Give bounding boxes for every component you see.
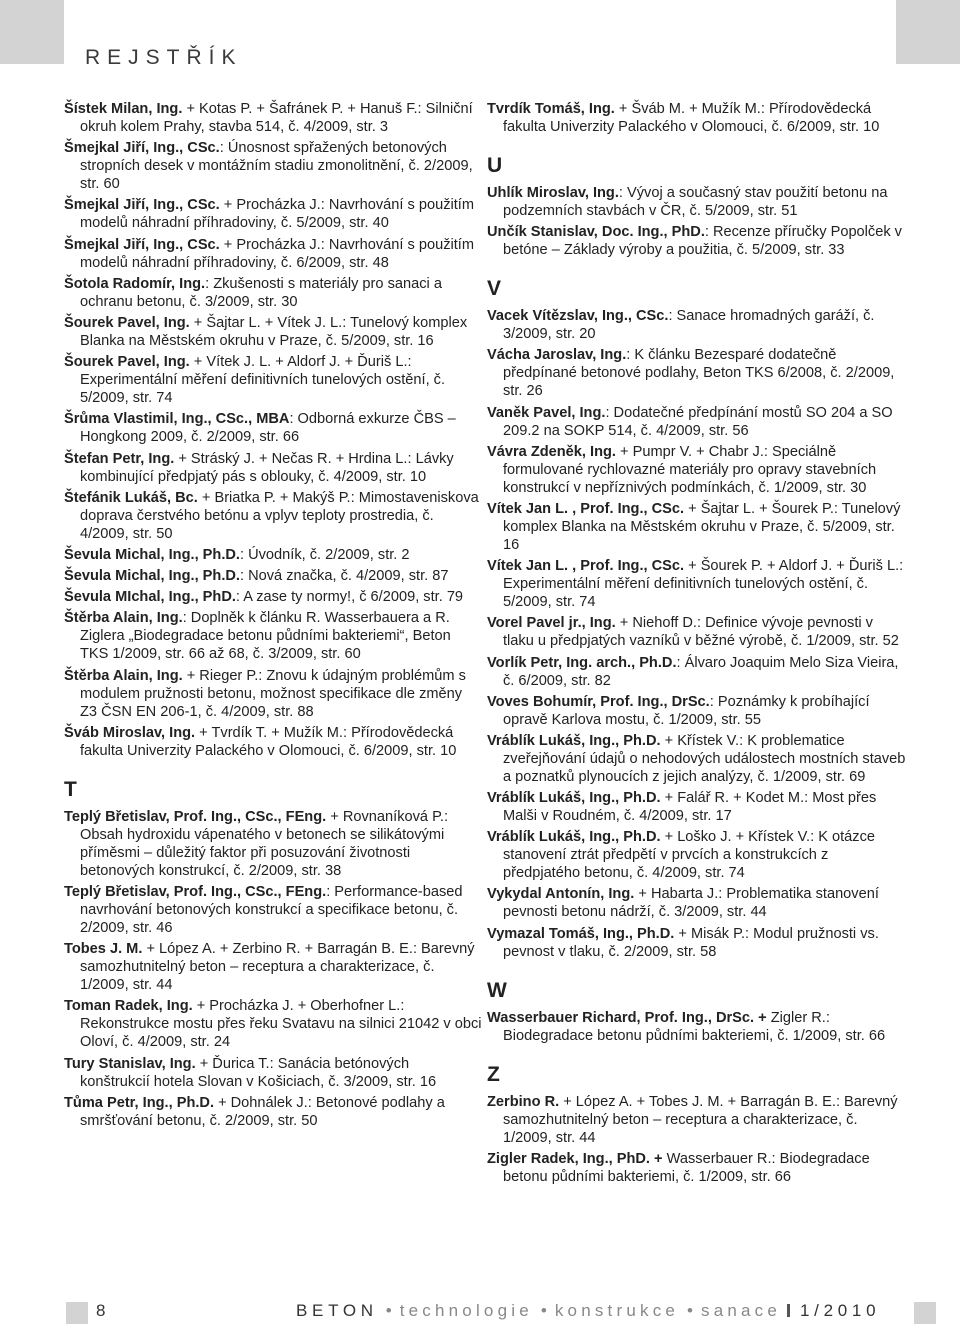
index-entry [64, 667, 482, 721]
entry-author: Teplý Břetislav, Prof. Ing., CSc., FEng. [64, 884, 327, 900]
entry-author: Tury Stanislav, Ing. [64, 1055, 196, 1072]
index-column-left [64, 100, 482, 1133]
entry-author: Štěrba Alain, Ing. [64, 610, 183, 627]
entry-author: Ševula MIchal, Ing., PhD. [64, 589, 236, 606]
footer-block-left [66, 1302, 88, 1324]
index-entry [64, 808, 482, 880]
entry-text: : Doplněk k článku R. Wasserbauera a R. Ziglera „Biodegradace betonu půdními bakteriemi“, Beton TKS 1/2009, str. 66 až 68, č. 3/2009, str. 60 [80, 610, 451, 663]
entry-author: Šmejkal Jiří, Ing., CSc. [64, 236, 220, 253]
entry-author: Vráblík Lukáš, Ing., Ph.D. [487, 732, 661, 749]
bullet-icon: • [385, 1301, 392, 1320]
index-entry [64, 236, 482, 272]
entry-text: + Habarta J.: Problematika stanovení pevnosti betonu nádrží, č. 3/2009, str. 44 [503, 886, 879, 921]
index-entry [487, 100, 907, 136]
entry-text: Zigler R.: Biodegradace betonu půdními bakteriemi, č. 1/2009, str. 66 [503, 1009, 886, 1044]
entry-text: + Briatka P. + Makýš P.: Mimostaveniskova doprava čerstvého betónu a vplyv teploty prostredia, č. 4/2009, str. 50 [80, 489, 479, 542]
index-entry [487, 404, 907, 440]
entry-text: + Niehoff D.: Definice vývoje pevnosti v tlaku u předpjatých vazníků v běžné výrobě, č. 1/2009, str. 52 [503, 615, 899, 650]
index-entry [64, 314, 482, 350]
section-letter: T [64, 777, 77, 801]
entry-text: : Vývoj a současný stav použití betonu na podzemních stavbách v ČR, č. 5/2009, str. 51 [503, 185, 888, 219]
entry-author: Šotola Radomír, Ing. [64, 275, 206, 292]
index-entry [64, 883, 482, 937]
index-entry [64, 450, 482, 486]
entry-author: Toman Radek, Ing. [64, 998, 193, 1015]
entry-text: + Šajtar L. + Vítek J. L.: Tunelový komplex Blanka na Městském okruhu v Praze, č. 5/2009, str. 16 [80, 314, 468, 349]
entry-text: : A zase ty normy!, č 6/2009, str. 79 [235, 589, 464, 606]
index-entry [487, 443, 907, 497]
entry-author: Vaněk Pavel, Ing. [487, 404, 606, 421]
entry-text: : Performance-based navrhování betonových konstrukcí a specifikace betonu, č. 2/2009, str. 46 [80, 884, 463, 936]
entry-author: Vítek Jan L. , Prof. Ing., CSc. [487, 558, 685, 575]
entry-text: + Misák P.: Modul pružnosti vs. pevnost v tlaku, č. 2/2009, str. 58 [503, 925, 879, 960]
index-entry [487, 1150, 907, 1186]
entry-author: Šmejkal Jiří, Ing., CSc. [64, 197, 220, 214]
entry-author: Šrůma Vlastimil, Ing., CSc., MBA [64, 411, 290, 428]
index-entry [64, 353, 482, 407]
entry-text: + López A. + Tobes J. M. + Barragán B. E.: Barevný samozhutnitelný beton – receptura a charakterizace, č. 1/2009, str. 44 [503, 1093, 898, 1146]
index-entry [64, 489, 482, 543]
entry-text: + Falář R. + Kodet M.: Most přes Malši v Roudném, č. 4/2009, str. 17 [503, 790, 877, 825]
entry-text: : Nová značka, č. 4/2009, str. 87 [239, 568, 449, 585]
entry-text: + Rovnaníková P.: Obsah hydroxidu vápenatého v betonech se silikátovými příměsmi – důležitý faktor při posuzování životnosti betonových konstrukcí, č. 2/2009, str. 38 [80, 808, 449, 879]
entry-text: + Procházka J.: Navrhování s použitím modelů náhradní příhradoviny, č. 6/2009, str. 48 [80, 236, 475, 271]
entry-text: + Křístek V.: K problematice zveřejňování údajů o nehodových událostech mostních staveb a poznatků plynoucích z jejich analýzy, č. 1/2009, str. 69 [503, 732, 906, 785]
bullet-icon: • [687, 1301, 693, 1320]
entry-author: Tůma Petr, Ing., Ph.D. [64, 1094, 215, 1111]
page-title: REJSTŘÍK [85, 46, 243, 69]
entry-text: : Sanace hromadných garáží, č. 3/2009, str. 20 [503, 308, 875, 343]
magazine-word-technologie: technologie [399, 1301, 533, 1320]
magazine-title [296, 1301, 880, 1321]
index-entry [487, 885, 907, 921]
page-number: 8 [96, 1301, 106, 1320]
entry-author: Vráblík Lukáš, Ing., Ph.D. [487, 829, 661, 846]
issue-number: 1/2010 [800, 1301, 881, 1320]
index-entry [64, 1055, 482, 1091]
section-letter: V [487, 277, 502, 301]
index-entry [64, 588, 482, 606]
index-entry [487, 223, 907, 259]
index-entry [64, 139, 482, 193]
index-entry [64, 567, 482, 585]
section-letter: Z [487, 1062, 500, 1086]
entry-author: Vráblík Lukáš, Ing., Ph.D. [487, 790, 661, 807]
entry-author: Wasserbauer Richard, Prof. Ing., DrSc. + [487, 1009, 767, 1026]
entry-text: + Vítek J. L. + Aldorf J. + Ďuriš L.: Experimentální měření definitivních tunelových ostění, č. 5/2009, str. 74 [80, 354, 446, 407]
entry-text: : Álvaro Joaquim Melo Siza Vieira, č. 6/2009, str. 82 [503, 654, 899, 689]
entry-author: Šourek Pavel, Ing. [64, 314, 190, 331]
entry-text: : Zkušenosti s materiály pro sanaci a ochranu betonu, č. 3/2009, str. 30 [80, 275, 442, 310]
index-entry [487, 789, 907, 825]
entry-text: + Stráský J. + Nečas R. + Hrdina L.: Lávky kombinující předpjatý pás s oblouky, č. 4/2009, str. 10 [80, 450, 454, 485]
index-entry [64, 275, 482, 311]
entry-text: : Poznámky k probíhající opravě Karlova mostu, č. 1/2009, str. 55 [503, 693, 870, 728]
entry-text: + Procházka J.: Navrhování s použitím modelů náhradní příhradoviny, č. 5/2009, str. 40 [80, 197, 475, 232]
entry-author: Šourek Pavel, Ing. [64, 354, 190, 371]
footer-block-right [914, 1302, 936, 1324]
index-entry [487, 184, 907, 220]
entry-author: Vacek Vítězslav, Ing., CSc. [487, 308, 669, 325]
entry-text: + Pumpr V. + Chabr J.: Speciálně formulované rychlovazné materiály pro opravy stavebních konstrukcí v nepříznivých podmínkách, č. 1/2009, str. 30 [503, 443, 877, 496]
entry-text: + Tvrdík T. + Mužík M.: Přírodovědecká fakulta Univerzity Palackého v Olomouci, č. 6/2009, str. 10 [80, 724, 457, 759]
entry-author: Tvrdík Tomáš, Ing. [487, 101, 615, 117]
entry-text: : Únosnost spřažených betonových stropních desek v montážním stadiu zmonolitnění, č. 2/2009, str. 60 [80, 140, 473, 193]
index-entry [487, 693, 907, 729]
entry-author: Vávra Zdeněk, Ing. [487, 443, 616, 460]
entry-author: Tobes J. M. [64, 941, 143, 958]
entry-text: + Šajtar L. + Šourek P.: Tunelový komplex Blanka na Městském okruhu v Praze, č. 5/2009, str. 16 [503, 500, 901, 553]
index-entry [64, 724, 482, 760]
entry-author: Štefan Petr, Ing. [64, 450, 175, 467]
corner-block-right [896, 0, 960, 64]
page-footer [0, 1297, 960, 1331]
index-entry [487, 925, 907, 961]
bullet-icon: • [540, 1301, 547, 1320]
index-entry [64, 100, 482, 136]
entry-text: : K článku Bezesparé dodatečně předpínané betonové podlahy, Beton TKS 6/2008, č. 2/2009, str. 26 [503, 347, 895, 400]
index-entry [487, 557, 907, 611]
entry-author: Šváb Miroslav, Ing. [64, 724, 196, 741]
index-entry [487, 500, 907, 554]
entry-author: Vorel Pavel jr., Ing. [487, 615, 616, 632]
entry-author: Vymazal Tomáš, Ing., Ph.D. [487, 925, 675, 942]
index-entry [64, 997, 482, 1051]
entry-author: Zerbino R. [487, 1093, 560, 1110]
entry-author: Vorlík Petr, Ing. arch., Ph.D. [487, 654, 677, 671]
index-entry [64, 196, 482, 232]
entry-text: + Šourek P. + Aldorf J. + Ďuriš L.: Experimentální měření definitivních tunelových ostění, č. 5/2009, str. 74 [503, 558, 904, 611]
index-entry [64, 410, 482, 446]
corner-block-left [0, 0, 64, 64]
entry-text: + López A. + Zerbino R. + Barragán B. E.: Barevný samozhutnitelný beton – receptura a charakterizace, č. 1/2009, str. 44 [80, 941, 475, 994]
index-entry [487, 732, 907, 786]
index-entry [64, 609, 482, 663]
entry-author: Štefánik Lukáš, Bc. [64, 489, 198, 506]
entry-text: : Dodatečné předpínání mostů SO 204 a SO 209.2 na SOKP 514, č. 4/2009, str. 56 [503, 404, 893, 439]
index-entry [487, 828, 907, 882]
magazine-brand: BETON [296, 1301, 378, 1320]
entry-text: : Odborná exkurze ČBS – Hongkong 2009, č. 2/2009, str. 66 [80, 411, 456, 446]
index-entry [487, 307, 907, 343]
entry-author: Ševula Michal, Ing., Ph.D. [64, 568, 240, 585]
entry-author: Vácha Jaroslav, Ing. [487, 347, 627, 364]
index-entry [64, 940, 482, 994]
entry-text: + Rieger P.: Znovu k údajným problémům s modulem pružnosti betonu, možnost specifikace dle změny Z3 ČSN EN 206-1, č. 4/2009, str. 88 [80, 667, 466, 720]
entry-text: Wasserbauer R.: Biodegradace betonu půdními bakteriemi, č. 1/2009, str. 66 [503, 1150, 870, 1185]
section-letter: U [487, 154, 503, 177]
separator-bar-icon [787, 1304, 790, 1317]
entry-author: Zigler Radek, Ing., PhD. + [487, 1150, 663, 1167]
index-entry [487, 346, 907, 400]
entry-author: Uhlík Miroslav, Ing. [487, 185, 619, 201]
entry-author: Unčík Stanislav, Doc. Ing., PhD. [487, 224, 705, 241]
magazine-word-konstrukce: konstrukce [554, 1301, 680, 1320]
entry-author: Šmejkal Jiří, Ing., CSc. [64, 140, 220, 157]
index-entry [64, 546, 482, 564]
entry-text: + Loško J. + Křístek V.: K otázce stanovení ztrát předpětí v prvcích a konstrukcích z předpjatého betonu, č. 4/2009, str. 74 [503, 829, 875, 882]
index-entry [64, 1094, 482, 1130]
magazine-word-sanace: sanace [701, 1301, 782, 1320]
index-entry [487, 1009, 907, 1045]
entry-author: Vítek Jan L. , Prof. Ing., CSc. [487, 500, 685, 517]
index-entry [487, 1093, 907, 1147]
entry-author: Teplý Břetislav, Prof. Ing., CSc., FEng. [64, 808, 327, 825]
entry-author: Voves Bohumír, Prof. Ing., DrSc. [487, 693, 710, 710]
entry-author: Šístek Milan, Ing. [64, 101, 183, 117]
entry-text: + Procházka J. + Oberhofner L.: Rekonstrukce mostu přes řeku Svatavu na silnici 21042 v obci Oloví, č. 4/2009, str. 24 [80, 998, 482, 1051]
index-entry [487, 614, 907, 650]
entry-text: + Dohnálek J.: Betonové podlahy a smršťování betonu, č. 2/2009, str. 50 [80, 1094, 445, 1129]
entry-author: Ševula Michal, Ing., Ph.D. [64, 546, 240, 563]
entry-text: : Recenze příručky Popolček v betóne – Základy výroby a použitia, č. 5/2009, str. 33 [503, 224, 902, 259]
entry-author: Vykydal Antonín, Ing. [487, 886, 635, 903]
entry-text: : Úvodník, č. 2/2009, str. 2 [239, 546, 410, 563]
index-column-right [487, 100, 907, 1189]
index-entry [487, 654, 907, 690]
entry-text: + Ďurica T.: Sanácia betónových konštrukcií hotela Slovan v Košiciach, č. 3/2009, str. 16 [80, 1055, 437, 1090]
entry-text: + Šváb M. + Mužík M.: Přírodovědecká fakulta Univerzity Palackého v Olomouci, č. 6/2009, str. 10 [503, 101, 880, 135]
section-letter: W [487, 978, 507, 1002]
entry-author: Štěrba Alain, Ing. [64, 667, 183, 684]
entry-text: + Kotas P. + Šafránek P. + Hanuš F.: Silniční okruh kolem Prahy, stavba 514, č. 4/2009, str. 3 [80, 101, 473, 135]
